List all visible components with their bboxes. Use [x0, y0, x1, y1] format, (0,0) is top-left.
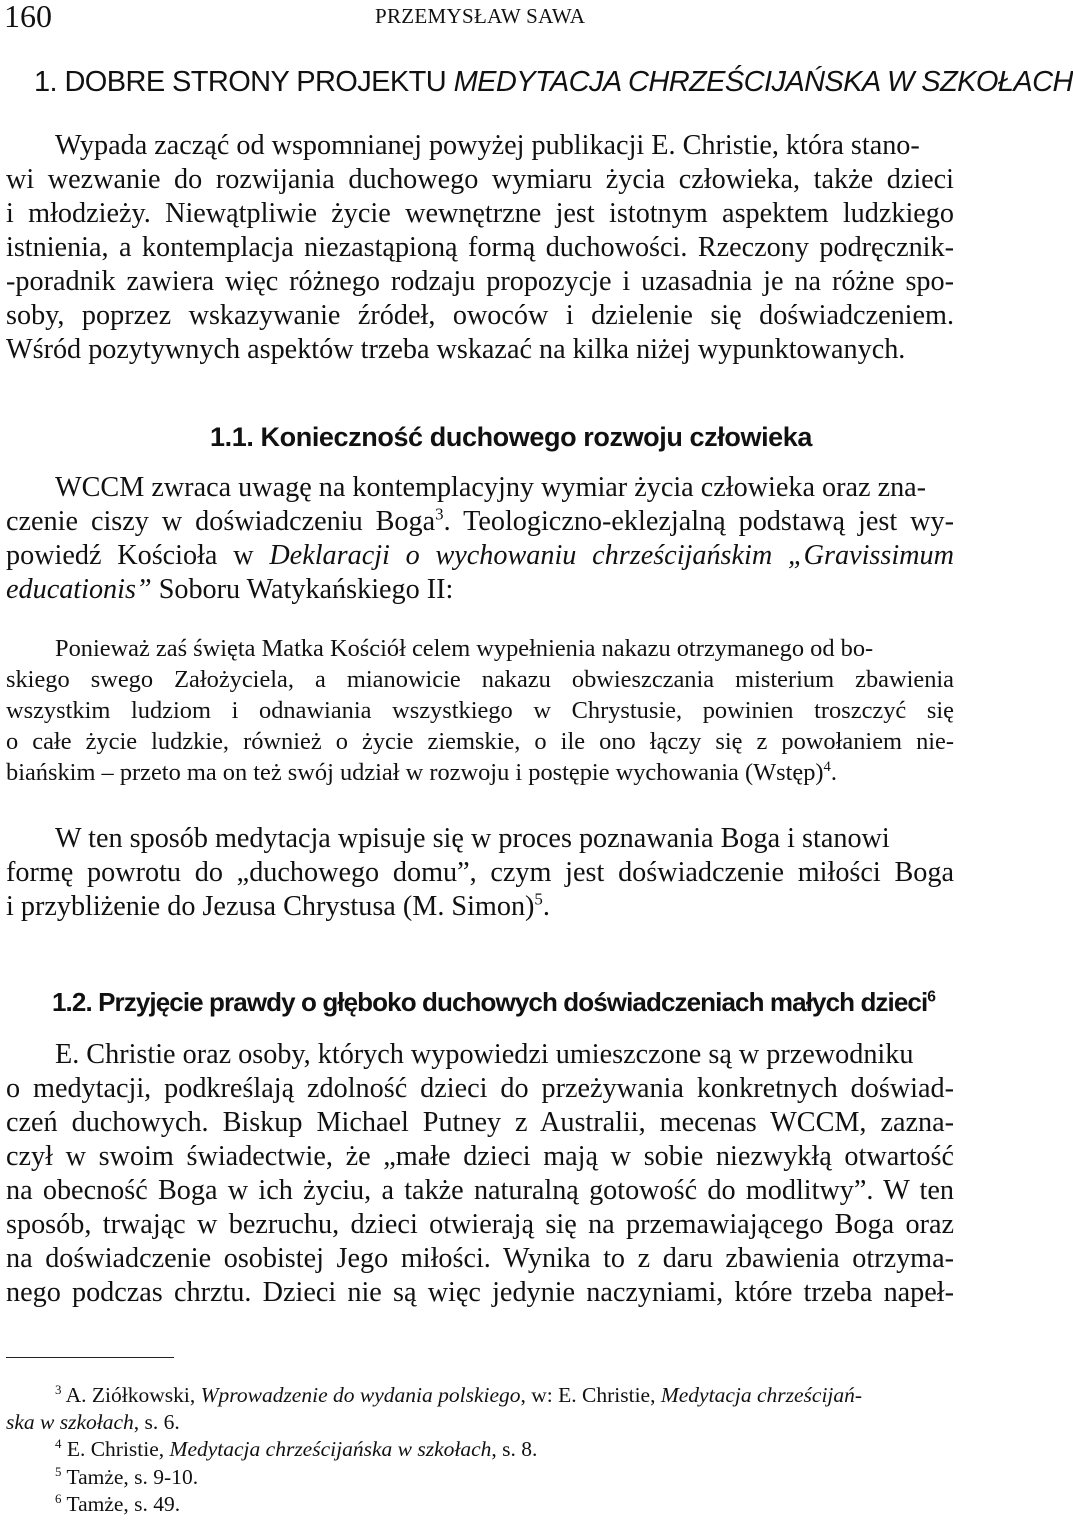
text-line: Wypada zacząć od wspomnianej powyżej publikacji E. Christie, która stano-	[55, 130, 920, 161]
text-span: Tamże, s. 9-10.	[61, 1465, 199, 1489]
footnote-separator	[6, 1357, 174, 1358]
text-span: , w: E. Christie,	[520, 1383, 661, 1407]
text-span: powiedź Kościoła w	[6, 540, 270, 571]
text-span: . Teologiczno-eklezjalną podstawą jest wy-	[443, 506, 954, 537]
quote-line: o całe życie ludzkie, również o życie ziemskie, o ile ono łączy się z powołaniem nie-	[6, 728, 954, 755]
text-line	[6, 506, 954, 538]
quote-line: wszystkim ludziom i odnawiania wszystkiego w Chrystusie, powinien troszczyć się	[6, 697, 954, 724]
page-number: 160	[4, 0, 52, 34]
text-line: Wśród pozytywnych aspektów trzeba wskazać na kilka niżej wypunktowanych.	[6, 334, 906, 365]
quote-line: skiego swego Założyciela, a mianowicie nakazu obwieszczania misterium zbawienia	[6, 666, 954, 693]
text-line: istnienia, a kontemplacja niezastąpioną formą duchowości. Rzeczony podręcznik-	[6, 232, 954, 263]
subsection-heading-1-2	[52, 985, 935, 1019]
text-span: , s. 8.	[491, 1437, 538, 1461]
text-span: Soboru Watykańskiego II:	[151, 574, 454, 605]
text-line	[6, 574, 453, 606]
running-title: PRZEMYSŁAW SAWA	[375, 4, 586, 28]
text-line: i młodzieży. Niewątpliwie życie wewnętrzne jest istotnym aspektem ludzkiego	[6, 198, 954, 229]
footnote-ref-5[interactable]: 5	[534, 889, 543, 909]
text-line: WCCM zwraca uwagę na kontemplacyjny wymiar życia człowieka oraz zna-	[55, 472, 927, 503]
italic-title: ska w szkołach	[6, 1410, 134, 1434]
text-line: soby, poprzez wskazywanie źródeł, owoców i dzielenie się doświadczeniem.	[6, 300, 954, 331]
text-line: formę powrotu do „duchowego domu”, czym jest doświadczenie miłości Boga	[6, 857, 954, 888]
text-line: E. Christie oraz osoby, których wypowiedzi umieszczone są w przewodniku	[55, 1039, 914, 1070]
text-line: sposób, trwając w bezruchu, dzieci otwierają się na przemawiającego Boga oraz	[6, 1209, 954, 1240]
italic-title: Medytacja chrześcijańska w szkołach	[169, 1437, 492, 1461]
text-span: .	[542, 891, 550, 922]
text-span: biańskim – przeto ma on też swój udział w rozwoju i postępie wychowania (Wstęp)	[6, 759, 824, 786]
text-line: o medytacji, podkreślają zdolność dzieci do przeżywania konkretnych doświad-	[6, 1073, 954, 1104]
text-line	[6, 540, 954, 572]
text-span: czenie ciszy w doświadczeniu Boga	[6, 506, 436, 537]
footnote-4	[55, 1436, 537, 1462]
italic-title: educationis”	[6, 574, 152, 605]
text-line: W ten sposób medytacja wpisuje się w proces poznawania Boga i stanowi	[55, 823, 890, 854]
text-span: i przybliżenie do Jezusa Chrystusa (M. Simon)	[6, 891, 535, 922]
footnote-3	[55, 1382, 862, 1408]
italic-title: Medytacja chrześcijań-	[660, 1383, 863, 1407]
text-line: na obecność Boga w ich życiu, a także naturalną gotowość do modlitwy”. W ten	[6, 1175, 954, 1206]
footnote-ref-3[interactable]: 3	[435, 504, 444, 524]
footnote-number: 3	[55, 1382, 62, 1397]
text-span: E. Christie,	[61, 1437, 170, 1461]
quote-line: Ponieważ zaś święta Matka Kościół celem wypełnienia nakazu otrzymanego od bo-	[55, 635, 874, 662]
footnote-6	[55, 1491, 180, 1517]
text-line: czeń duchowych. Biskup Michael Putney z Australii, mecenas WCCM, zazna-	[6, 1107, 954, 1138]
italic-title: Deklaracji o wychowaniu chrześcijańskim „Gravissimum	[269, 540, 954, 571]
section-title-number: 1. DOBRE STRONY PROJEKTU	[34, 66, 447, 98]
subsection-heading-1-1: 1.1. Konieczność duchowego rozwoju człowieka	[210, 422, 813, 452]
italic-title: Wprowadzenie do wydania polskiego	[200, 1383, 521, 1407]
text-span: 1.2. Przyjęcie prawdy o głęboko duchowych doświadczeniach małych dzieci	[52, 987, 928, 1017]
text-line	[6, 891, 550, 923]
section-title	[34, 64, 1073, 100]
text-line: -poradnik zawiera więc różnego rodzaju propozycje i uzasadnia je na różne spo-	[6, 266, 954, 297]
quote-line	[6, 759, 837, 787]
footnote-ref-4[interactable]: 4	[823, 758, 831, 775]
footnote-ref-6[interactable]: 6	[927, 988, 936, 1006]
footnote-number: 4	[55, 1436, 62, 1451]
footnote-number: 6	[55, 1491, 62, 1506]
text-span: A. Ziółkowski,	[61, 1383, 201, 1407]
footnote-3-continued	[6, 1409, 180, 1435]
text-line: na doświadczenie osobistej Jego miłości. Wynika to z daru zbawienia otrzyma-	[6, 1243, 954, 1274]
text-line: czył w swoim świadectwie, że „małe dzieci mają w sobie niezwykłą otwartość	[6, 1141, 954, 1172]
text-span: .	[830, 759, 837, 786]
section-title-italic: MEDYTACJA CHRZEŚCIJAŃSKA W SZKOŁACH	[453, 66, 1073, 98]
text-line: nego podczas chrztu. Dzieci nie są więc jedynie naczyniami, które trzeba napeł-	[6, 1277, 954, 1308]
text-line: wi wezwanie do rozwijania duchowego wymiaru życia człowieka, także dzieci	[6, 164, 954, 195]
footnote-number: 5	[55, 1464, 62, 1479]
footnote-5	[55, 1464, 198, 1490]
text-span: , s. 6.	[133, 1410, 180, 1434]
text-span: Tamże, s. 49.	[61, 1492, 181, 1516]
